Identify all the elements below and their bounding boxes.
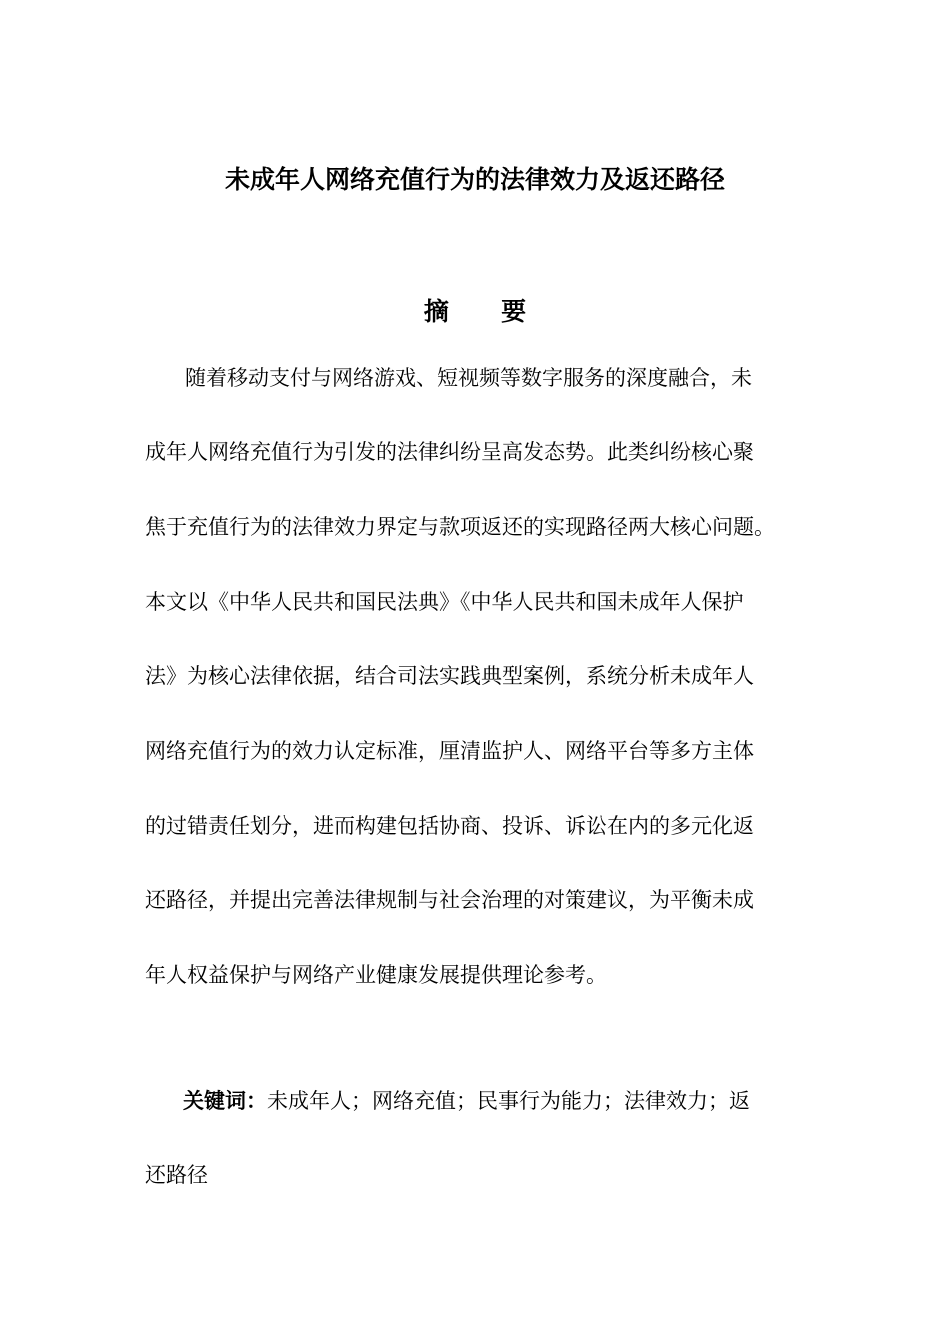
abstract-line-2: 成年人网络充值行为引发的法律纠纷呈高发态势。此类纠纷核心聚: [145, 440, 754, 464]
abstract-line-8: 还路径，并提出完善法律规制与社会治理的对策建议，为平衡未成: [145, 888, 754, 912]
keywords-label: 关键词：: [183, 1089, 267, 1113]
abstract-line-6: 网络充值行为的效力认定标准，厘清监护人、网络平台等多方主体: [145, 739, 754, 763]
abstract-line-5: 法》为核心法律依据，结合司法实践典型案例，系统分析未成年人: [145, 664, 754, 688]
abstract-heading: 摘 要: [423, 297, 527, 326]
keywords-line-1: [183, 1086, 750, 1116]
document-title: 未成年人网络充值行为的法律效力及返还路径: [224, 165, 725, 194]
abstract-line-1: 随着移动支付与网络游戏、短视频等数字服务的深度融合，未: [185, 366, 752, 390]
abstract-line-3: 焦于充值行为的法律效力界定与款项返还的实现路径两大核心问题。: [145, 515, 775, 539]
abstract-line-9: 年人权益保护与网络产业健康发展提供理论参考。: [145, 963, 607, 987]
keywords-text: 未成年人；网络充值；民事行为能力；法律效力；返: [267, 1089, 750, 1113]
keywords-line-2: 还路径: [145, 1163, 208, 1187]
abstract-line-4: 本文以《中华人民共和国民法典》《中华人民共和国未成年人保护: [145, 590, 744, 614]
abstract-line-7: 的过错责任划分，进而构建包括协商、投诉、诉讼在内的多元化返: [145, 814, 754, 838]
